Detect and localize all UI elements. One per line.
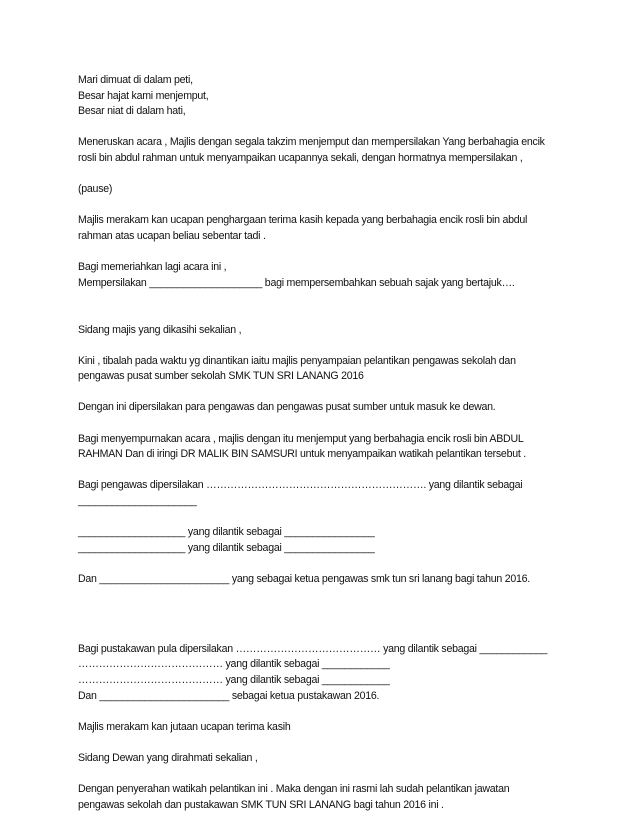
text-line: Besar niat di dalam hati, [78, 105, 186, 118]
text-line: Dengan ini dipersilakan para pengawas dan pengawas pusat sumber untuk masuk ke dewan. [78, 401, 496, 414]
text-line: Bagi menyempurnakan acara , majlis dengan itu menjemput yang berbahagia encik rosli bin ABDUL [78, 432, 524, 445]
text-line: ___________________ yang dilantik sebagai ________________ [78, 526, 375, 539]
blank-line [78, 735, 598, 751]
text-line: pengawas pusat sumber sekolah SMK TUN SRI LANANG 2016 [78, 370, 364, 383]
text-line: ___________________ yang dilantik sebagai ________________ [78, 541, 375, 554]
blank-line [78, 463, 598, 479]
blank-line [78, 307, 598, 323]
text-line: pengawas sekolah dan pustakawan SMK TUN SRI LANANG bagi tahun 2016 ini . [78, 798, 444, 811]
blank-line [78, 619, 598, 642]
text-line: Dan _______________________ yang sebagai ketua pengawas smk tun sri lanang bagi tahun 2016. [78, 573, 530, 585]
blank-line [78, 556, 598, 572]
text-line: RAHMAN Dan di iringi DR MALIK BIN SAMSURI untuk menyampaikan watikah pelantikan tersebut . [78, 448, 526, 461]
blank-line [78, 588, 598, 604]
blank-line [78, 167, 598, 183]
text-line: Bagi pengawas dipersilakan ………………………………………………………. yang dilantik sebagai [78, 479, 523, 492]
text-line: Bagi pustakawan pula dipersilakan …………………………………… yang dilantik sebagai ____________ [78, 642, 548, 655]
text-line: (pause) [78, 183, 113, 196]
text-line: Dan _______________________ sebagai ketua pustakawan 2016. [78, 689, 380, 702]
blank-line [78, 704, 598, 720]
text-line: Bagi memeriahkan lagi acara ini , [78, 261, 227, 274]
text-line: Mempersilakan ____________________ bagi mempersembahkan sebuah sajak yang bertajuk…. [78, 276, 515, 289]
blank-line [78, 385, 598, 401]
blank-line [78, 291, 598, 307]
blank-line [78, 603, 598, 619]
blank-line [78, 198, 598, 214]
blank-line [78, 338, 598, 354]
text-line: rosli bin abdul rahman untuk menyampaikan ucapannya sekali, dengan hormatnya mempersilakan , [78, 151, 523, 164]
text-line: Kini , tibalah pada waktu yg dinantikan iaitu majlis penyampaian pelantikan pengawas sekolah dan [78, 354, 516, 367]
text-line: …………………………………… yang dilantik sebagai ____________ [78, 673, 390, 686]
text-line: …………………………………… yang dilantik sebagai ____________ [78, 658, 390, 671]
text-line: _____________________ [78, 495, 197, 508]
text-line: Besar hajat kami menjemput, [78, 89, 209, 102]
blank-line [78, 416, 598, 432]
blank-line [78, 245, 598, 261]
blank-line [78, 767, 598, 783]
text-line: rahman atas ucapan beliau sebentar tadi . [78, 229, 266, 242]
blank-line [78, 510, 598, 526]
text-line: Sidang Dewan yang dirahmati sekalian , [78, 751, 258, 764]
blank-line [78, 120, 598, 136]
text-line: Dengan penyerahan watikah pelantikan ini . Maka dengan ini rasmi lah sudah pelantikan jawatan [78, 783, 510, 796]
text-line: Meneruskan acara , Majlis dengan segala takzim menjemput dan mempersilakan Yang berbahagia encik [78, 136, 545, 149]
text-line: Mari dimuat di dalam peti, [78, 74, 193, 86]
text-line: Majlis merakam kan jutaan ucapan terima kasih [78, 720, 291, 733]
text-line: Majlis merakam kan ucapan penghargaan terima kasih kepada yang berbahagia encik rosli bin abdul [78, 214, 528, 227]
text-line: Sidang majis yang dikasihi sekalian , [78, 323, 242, 336]
